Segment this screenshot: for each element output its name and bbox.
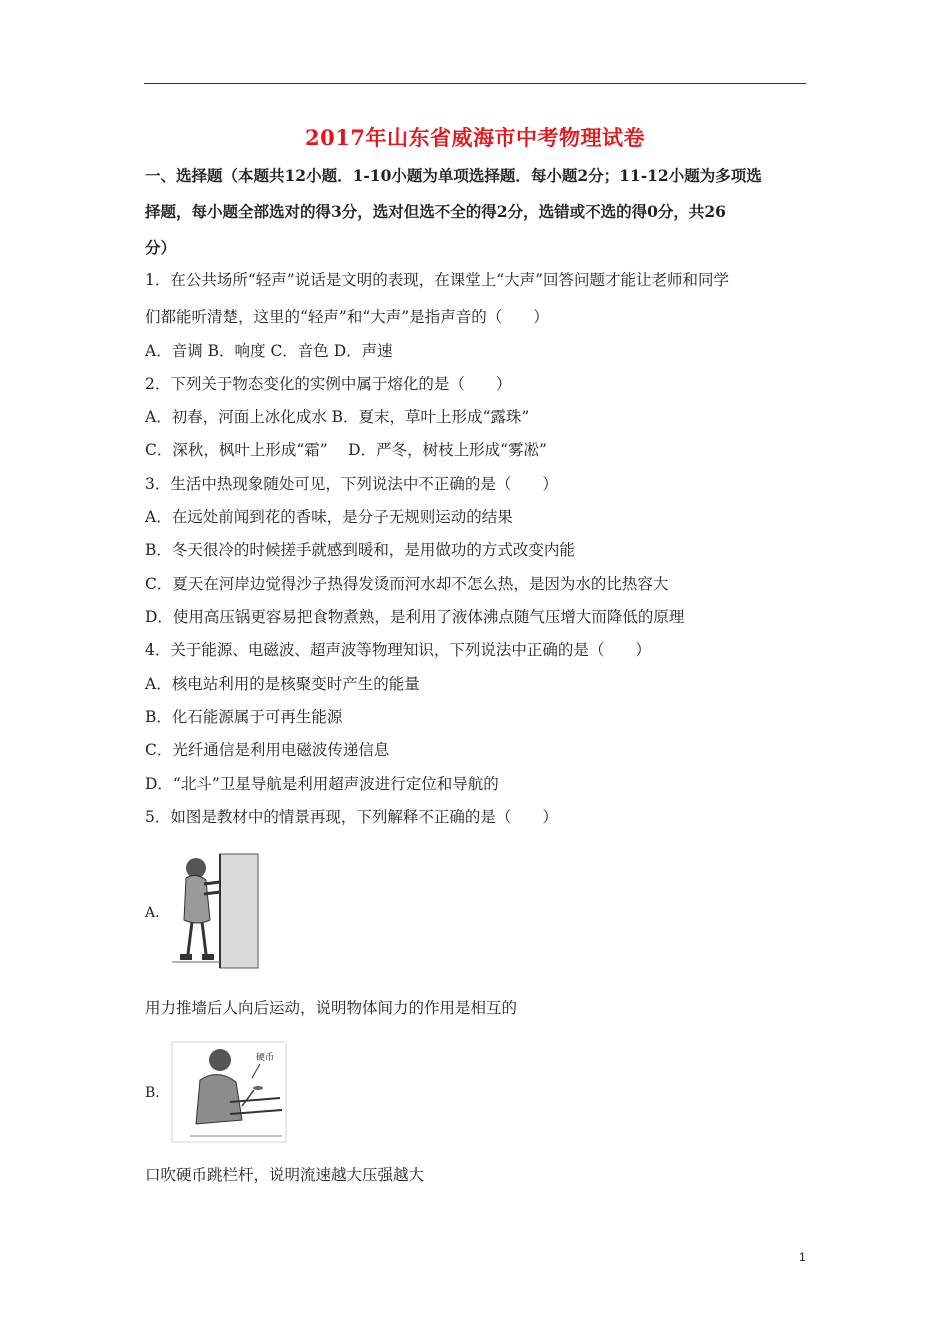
page-number: 1 bbox=[799, 1250, 806, 1264]
question-line: 4．关于能源、电磁波、超声波等物理知识，下列说法中正确的是（ ） bbox=[145, 641, 651, 659]
option-a-label: A. bbox=[145, 905, 160, 921]
section-heading-line: 一、选择题（本题共12小题．1-10小题为单项选择题．每小题2分；11-12小题为多项选 bbox=[145, 166, 762, 185]
section-heading-line: 分） bbox=[145, 238, 177, 257]
option-line: A．初春，河面上冰化成水 B．夏末，草叶上形成“露珠” bbox=[145, 408, 530, 426]
push-wall-figure bbox=[168, 850, 260, 972]
option-b-text: 口吹硬币跳栏杆，说明流速越大压强越大 bbox=[145, 1166, 425, 1184]
option-line: B．化石能源属于可再生能源 bbox=[145, 708, 343, 726]
question-line: 5．如图是教材中的情景再现，下列解释不正确的是（ ） bbox=[145, 808, 558, 826]
header-rule bbox=[144, 83, 806, 84]
question-line: 2．下列关于物态变化的实例中属于熔化的是（ ） bbox=[145, 375, 512, 393]
question-line: 们都能听清楚，这里的“轻声”和“大声”是指声音的（ ） bbox=[145, 308, 549, 326]
option-line: A．核电站利用的是核聚变时产生的能量 bbox=[145, 675, 420, 693]
question-line: 3．生活中热现象随处可见，下列说法中不正确的是（ ） bbox=[145, 475, 558, 493]
option-line: C．深秋，枫叶上形成“霜” D．严冬，树枝上形成“雾凇” bbox=[145, 441, 547, 459]
option-line: D．“北斗”卫星导航是利用超声波进行定位和导航的 bbox=[145, 775, 499, 793]
option-line: A．音调 B．响度 C．音色 D．声速 bbox=[145, 342, 393, 360]
option-line: B．冬天很冷的时候搓手就感到暖和，是用做功的方式改变内能 bbox=[145, 541, 575, 559]
section-heading bbox=[145, 158, 810, 266]
option-b-label: B. bbox=[145, 1085, 160, 1101]
option-line: D．使用高压锅更容易把食物煮熟，是利用了液体沸点随气压增大而降低的原理 bbox=[145, 608, 685, 626]
question-line: 1．在公共场所“轻声”说话是文明的表现，在课堂上“大声”回答问题才能让老师和同学 bbox=[145, 271, 730, 289]
option-a-text: 用力推墙后人向后运动，说明物体间力的作用是相互的 bbox=[145, 999, 518, 1017]
section-heading-line: 择题，每小题全部选对的得3分，选对但选不全的得2分，选错或不选的得0分，共26 bbox=[145, 202, 726, 221]
option-line: A．在远处前闻到花的香味，是分子无规则运动的结果 bbox=[145, 508, 513, 526]
option-line: C．光纤通信是利用电磁波传递信息 bbox=[145, 741, 390, 759]
option-line: C．夏天在河岸边觉得沙子热得发烫而河水却不怎么热，是因为水的比热容大 bbox=[145, 575, 669, 593]
exam-title: 2017年山东省威海市中考物理试卷 bbox=[305, 125, 645, 150]
coin-blow-figure bbox=[170, 1040, 288, 1144]
coin-label: 硬币 bbox=[256, 1053, 275, 1063]
